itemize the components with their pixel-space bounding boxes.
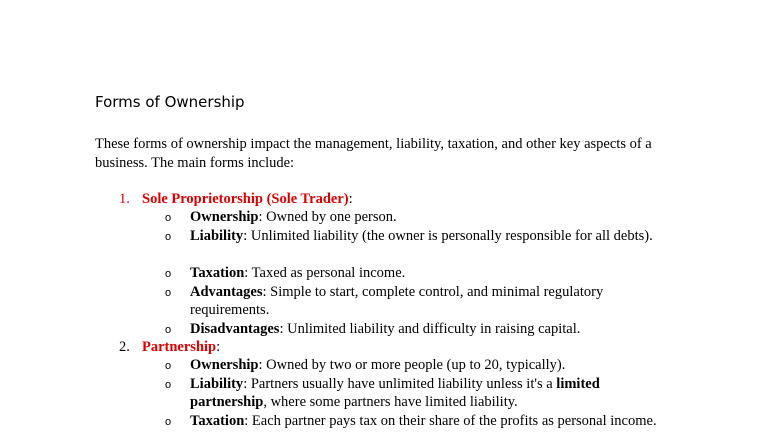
intro-paragraph: These forms of ownership impact the management, liability, taxation, and other key aspects of a business. The main forms include: xyxy=(95,136,652,171)
list-number: 1. xyxy=(119,191,130,207)
item-text: : Unlimited liability (the owner is personally responsible for all debts). xyxy=(243,228,653,244)
list-item xyxy=(190,283,670,319)
item-term: Advantages xyxy=(190,284,263,300)
bullet-marker: o xyxy=(165,268,172,280)
item-term: Liability xyxy=(190,376,244,392)
item-term: Taxation xyxy=(190,413,245,429)
list-item xyxy=(190,412,670,430)
list-item xyxy=(190,375,670,411)
item-text: : Each partner pays tax on their share of the profits as personal income. xyxy=(244,413,657,429)
list-item xyxy=(190,208,670,226)
section-title-text: Sole Proprietorship (Sole Trader) xyxy=(142,191,349,207)
item-term: Ownership xyxy=(190,357,259,373)
section-title xyxy=(142,190,353,209)
bullet-marker: o xyxy=(165,324,172,336)
item-text: : Taxed as personal income. xyxy=(244,265,406,281)
bullet-marker: o xyxy=(165,231,172,243)
section-title-colon: : xyxy=(348,191,353,207)
list-number: 2. xyxy=(119,339,130,355)
item-text: : Partners usually have unlimited liability unless it's a xyxy=(243,376,557,392)
list-item xyxy=(190,264,670,282)
item-text: : Owned by one person. xyxy=(258,209,397,225)
item-term: Taxation xyxy=(190,265,245,281)
list-item xyxy=(190,356,670,374)
item-term: Disadvantages xyxy=(190,321,280,337)
item-term: Ownership xyxy=(190,209,259,225)
bullet-marker: o xyxy=(165,416,172,428)
bullet-marker: o xyxy=(165,287,172,299)
section-title-text: Partnership xyxy=(142,339,217,355)
item-text: , where some partners have limited liability. xyxy=(263,394,518,410)
page-title: Forms of Ownership xyxy=(95,93,245,111)
list-item xyxy=(190,227,670,245)
bullet-marker: o xyxy=(165,360,172,372)
item-term: Liability xyxy=(190,228,244,244)
item-inline-bold: limited partnership xyxy=(190,376,600,410)
item-text: : Unlimited liability and difficulty in raising capital. xyxy=(279,321,581,337)
list-item xyxy=(190,320,670,338)
section-title xyxy=(142,338,220,357)
item-text: : Simple to start, complete control, and minimal regulatory requirements. xyxy=(190,284,604,318)
bullet-marker: o xyxy=(165,212,172,224)
item-text: : Owned by two or more people (up to 20, typically). xyxy=(258,357,566,373)
section-title-colon: : xyxy=(216,339,221,355)
bullet-marker: o xyxy=(165,379,172,391)
